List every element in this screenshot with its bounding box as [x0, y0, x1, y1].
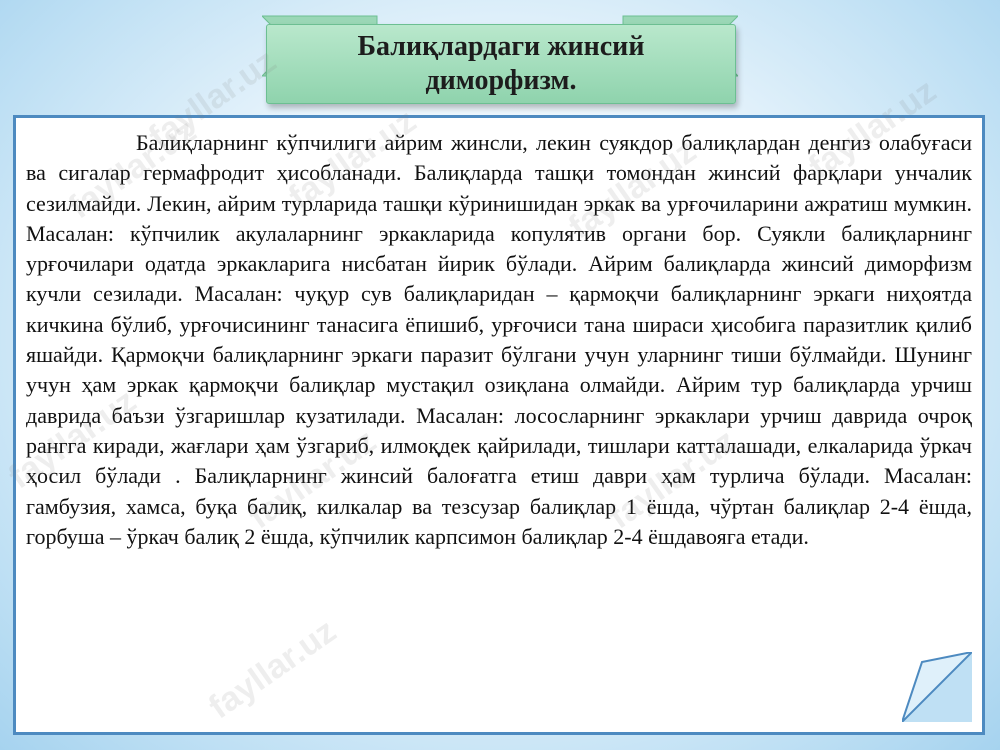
body-paragraph: Балиқларнинг кўпчилиги айрим жинсли, лекин суякдор балиқлардан денгиз олабуғаси ва сигалар гермафродит ҳисобланади. Балиқларда ташқи томондан жинсий фарқлари унчалик сезилмайди. Лекин, айрим турларида ташқи кўринишидан эркак ва урғочиларини ажратиш мумкин. Масалан: кўпчилик акулаларнинг эркакларида копулятив органи бор. Суякли балиқларнинг урғочилари одатда эркакларига нисбатан йирик бўлади. Айрим балиқларда жинсий диморфизм кучли сезилади. Масалан: чуқур сув балиқларидан – қармоқчи балиқларнинг эркаги ниҳоятда кичкина бўлиб, урғочисининг танасига ёпишиб, урғочиси тана шираси ҳисобига паразитлик қилиб яшайди. Қармоқчи балиқларнинг эркаги паразит бўлгани учун уларнинг тиши бўлмайди. Шунинг учун ҳам эркак қармоқчи балиқлар мустақил озиқлана олмайди. Айрим тур балиқларда урчиш даврида баъзи ўзгаришлар кузатилади. Масалан: лососларнинг эркаклари урчиш даврида очроқ рангга киради, жағлари ҳам ўзгариб, илмоқдек қайрилади, тишлари катталашади, елкаларида ўркач ҳосил бўлади . Балиқларнинг жинсий балоғатга етиш даври ҳам турлича бўлади. Масалан: гамбузия, хамса, буқа балиқ, килкалар ва тезсузар балиқлар 1 ёшда, чўртан балиқлар 2-4 ёшда, горбуша – ўркач балиқ 2 ёшда, кўпчилик карпсимон балиқлар 2-4 ёшдавояга етади. [26, 130, 972, 549]
watermark-text: fayllar.uz [141, 41, 283, 157]
page-curl-icon [902, 652, 972, 722]
content-panel [13, 115, 985, 735]
slide-title: Балиқлардаги жинсий диморфизм. [357, 31, 645, 96]
title-banner [266, 24, 736, 104]
